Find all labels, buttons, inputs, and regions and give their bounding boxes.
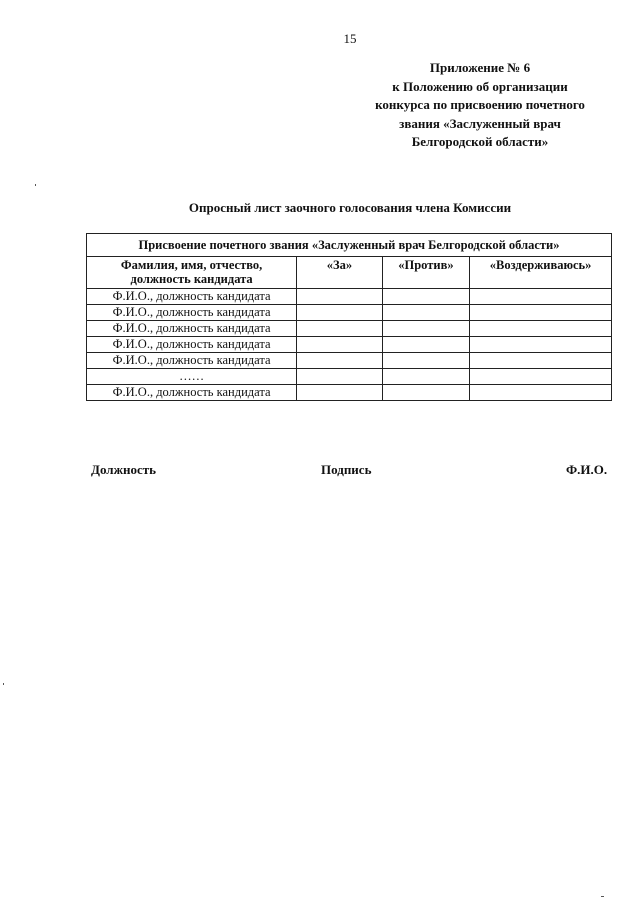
candidate-cell: Ф.И.О., должность кандидата [87, 305, 297, 321]
table-row [87, 321, 612, 337]
scan-speck [35, 184, 36, 186]
vote-against-cell[interactable] [382, 385, 470, 401]
appendix-line: звания «Заслуженный врач [399, 115, 561, 131]
page-number: 15 [343, 31, 357, 46]
appendix-line: конкурса по присвоению почетного [375, 97, 585, 112]
appendix-line: Белгородской области» [411, 134, 549, 149]
vote-for-cell[interactable] [297, 289, 382, 305]
table-row [87, 369, 612, 385]
table-row [87, 305, 612, 321]
signature-position-label: Должность [91, 462, 157, 477]
vote-abstain-cell[interactable] [470, 321, 612, 337]
vote-abstain-cell[interactable] [470, 353, 612, 369]
appendix-line: к Положению об организации [392, 78, 568, 94]
appendix-line: Приложение № 6 [429, 60, 531, 75]
vote-for-cell[interactable] [297, 353, 382, 369]
vote-for-cell[interactable] [297, 337, 382, 353]
vote-against-cell[interactable] [382, 321, 470, 337]
appendix-header [340, 59, 620, 152]
table-row [87, 385, 612, 401]
candidate-cell: Ф.И.О., должность кандидата [87, 385, 297, 401]
vote-against-cell[interactable] [382, 337, 470, 353]
header-against: «Против» [382, 257, 470, 289]
table-caption: Присвоение почетного звания «Заслуженный врач Белгородской области» [87, 234, 612, 257]
header-for: «За» [297, 257, 382, 289]
table-row [87, 337, 612, 353]
candidate-cell-ellipsis: …… [87, 369, 297, 385]
candidate-cell: Ф.И.О., должность кандидата [87, 353, 297, 369]
vote-against-cell[interactable] [382, 369, 470, 385]
vote-against-cell[interactable] [382, 289, 470, 305]
header-candidate: Фамилия, имя, отчество, должность кандидата [87, 257, 297, 289]
vote-abstain-cell[interactable] [470, 337, 612, 353]
candidate-cell: Ф.И.О., должность кандидата [87, 321, 297, 337]
vote-for-cell[interactable] [297, 321, 382, 337]
vote-abstain-cell[interactable] [470, 369, 612, 385]
vote-abstain-cell[interactable] [470, 385, 612, 401]
vote-for-cell[interactable] [297, 369, 382, 385]
signature-signature-label: Подпись [321, 462, 372, 477]
vote-against-cell[interactable] [382, 305, 470, 321]
form-title: Опросный лист заочного голосования члена Комиссии [188, 200, 512, 215]
scan-speck [601, 896, 604, 897]
vote-abstain-cell[interactable] [470, 305, 612, 321]
candidate-cell: Ф.И.О., должность кандидата [87, 289, 297, 305]
table-caption-row [87, 234, 612, 257]
table-header-row [87, 257, 612, 289]
table-row [87, 353, 612, 369]
header-abstain: «Воздерживаюсь» [470, 257, 612, 289]
signature-name-label: Ф.И.О. [566, 462, 608, 477]
vote-for-cell[interactable] [297, 385, 382, 401]
voting-table [86, 233, 612, 401]
vote-abstain-cell[interactable] [470, 289, 612, 305]
vote-against-cell[interactable] [382, 353, 470, 369]
scan-speck [3, 683, 4, 685]
candidate-cell: Ф.И.О., должность кандидата [87, 337, 297, 353]
vote-for-cell[interactable] [297, 305, 382, 321]
table-row [87, 289, 612, 305]
